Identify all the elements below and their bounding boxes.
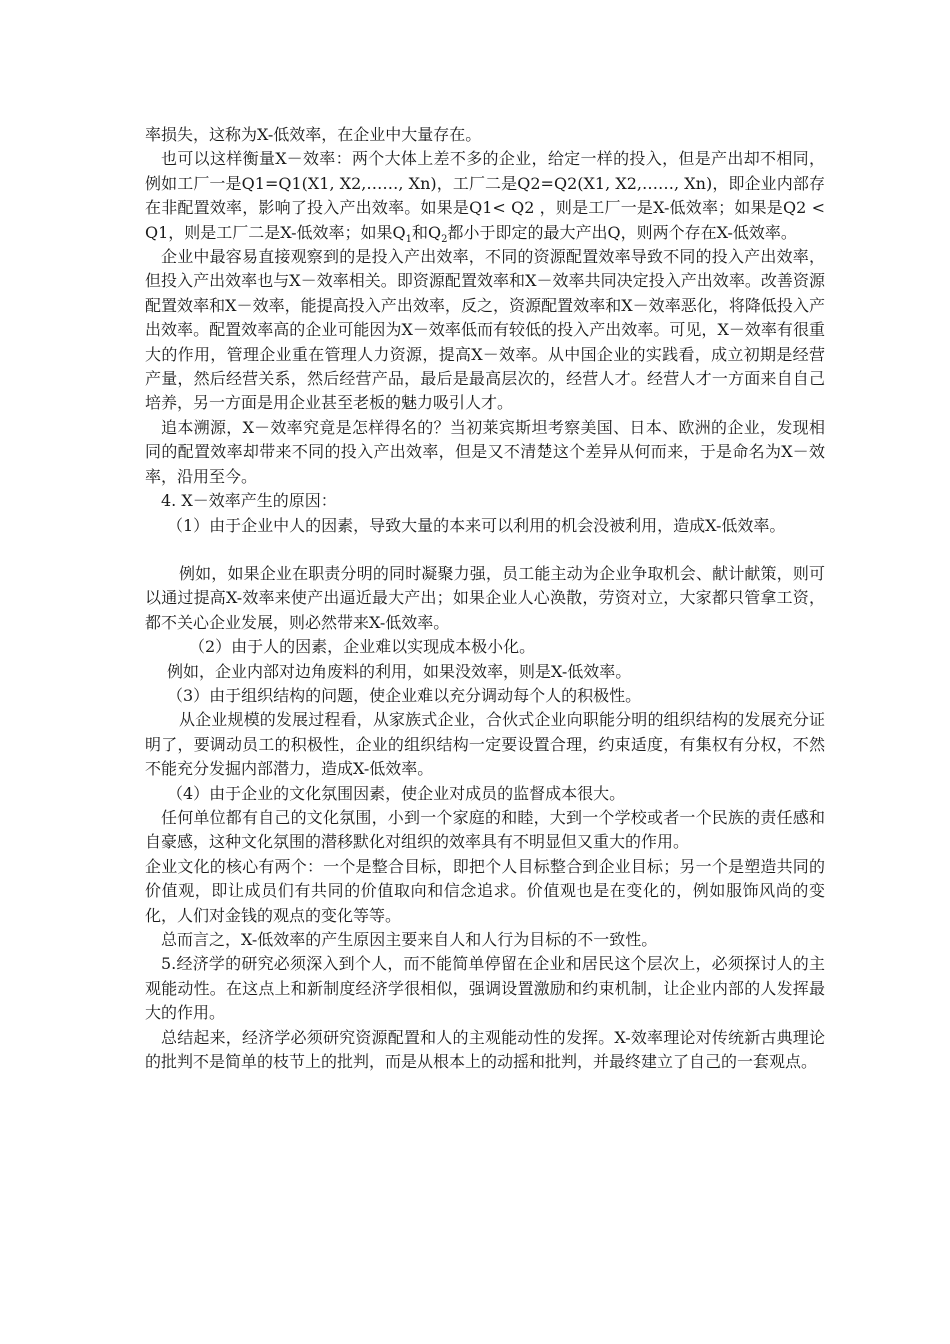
cause-1: （1）由于企业中人的因素，导致大量的本来可以利用的机会没被利用，造成X-低效率。 (167, 515, 786, 535)
paragraph-2-text-b: 和Q (412, 222, 442, 242)
paragraph-culture-core: 企业文化的核心有两个：一个是整合目标，即把个人目标整合到企业目标；另一个是塑造共同的价值观，即让成员们有共同的价值取向和信念追求。价值观也是在变化的，例如服饰风尚的变化，人们对金钱的观点的变化等等。 (145, 856, 825, 925)
cause-3: （3）由于组织结构的问题，使企业难以充分调动每个人的积极性。 (167, 685, 642, 705)
paragraph-example-2: 例如，企业内部对边角废料的利用，如果没效率，则是X-低效率。 (167, 661, 632, 681)
paragraph-2-subscript-2: 2 (441, 233, 448, 245)
paragraph-culture: 任何单位都有自己的文化氛围，小到一个家庭的和睦，大到一个学校或者一个民族的责任感和自豪感，这种文化氛围的潜移默化对组织的效率具有不明显但又重大的作用。 (145, 807, 825, 852)
paragraph-conclusion: 总结起来，经济学必须研究资源配置和人的主观能动性的发挥。X-效率理论对传统新古典理论的批判不是简单的枝节上的批判，而是从根本上的动摇和批判，并最终建立了自己的一套观点。 (145, 1027, 825, 1072)
cause-4: （4）由于企业的文化氛围因素，使企业对成员的监督成本很大。 (167, 783, 626, 803)
paragraph-summary-causes: 总而言之，X-低效率的产生原因主要来自人和人行为目标的不一致性。 (161, 930, 658, 949)
section-heading-4: 4. X－效率产生的原因： (161, 491, 337, 511)
paragraph-1: 率损失，这称为X-低效率，在企业中大量存在。 (145, 125, 482, 144)
paragraph-2 (145, 147, 825, 245)
paragraph-example-3: 从企业规模的发展过程看，从家族式企业，合伙式企业向职能分明的组织结构的发展充分证明了，要调动员工的积极性，企业的组织结构一定要设置合理，约束适度，有集权有分权，不然不能充分发掘内部潜力，造成X-低效率。 (145, 710, 825, 779)
paragraph-2-text-c: 都小于即定的最大产出Q，则两个存在X-低效率。 (447, 222, 797, 242)
document-body (145, 123, 825, 1074)
paragraph-2-subscript-1: 1 (405, 233, 413, 245)
paragraph-example-1: 例如，如果企业在职责分明的同时凝聚力强，员工能主动为企业争取机会、献计献策，则可以通过提高X-效率来使产出逼近最大产出；如果企业人心涣散，劳资对立，大家都只管拿工资，都不关心企业发展，则必然带来X-低效率。 (145, 563, 825, 632)
cause-2: （2）由于人的因素，企业难以实现成本极小化。 (189, 637, 536, 657)
blank-line (145, 538, 825, 562)
paragraph-3: 企业中最容易直接观察到的是投入产出效率，不同的资源配置效率导致不同的投入产出效率，但投入产出效率也与X－效率相关。即资源配置效率和X－效率共同决定投入产出效率。改善资源配置效率和X－效率，能提高投入产出效率，反之，资源配置效率和X－效率恶化，将降低投入产出效率。配置效率高的企业可能因为X－效率低而有较低的投入产出效率。可见，X－效率有很重大的作用，管理企业重在管理人力资源，提高X－效率。从中国企业的实践看，成立初期是经营产量，然后经营关系，然后经营产品，最后是最高层次的，经营人才。经营人才一方面来自自己培养，另一方面是用企业甚至老板的魅力吸引人才。 (145, 247, 825, 413)
section-heading-5: 5.经济学的研究必须深入到个人，而不能简单停留在企业和居民这个层次上，必须探讨人的主观能动性。在这点上和新制度经济学很相似，强调设置激励和约束机制，让企业内部的人发挥最大的作用。 (145, 954, 825, 1023)
paragraph-4: 追本溯源，X－效率究竟是怎样得名的？当初莱宾斯坦考察美国、日本、欧洲的企业，发现相同的配置效率却带来不同的投入产出效率，但是又不清楚这个差异从何而来，于是命名为X－效率，沿用至今。 (145, 417, 825, 486)
paragraph-2-text-a: 也可以这样衡量X－效率：两个大体上差不多的企业，给定一样的投入，但是产出却不相同，例如工厂一是Q1=Q1(X1, X2,……, Xn)，工厂二是Q2=Q2(X1, X2,……, Xn)，即企业内部存在非配置效率，影响了投入产出效率。如果是Q1< Q2 ，则是工厂一是X-低效率；如果是Q2 <Q1，则是工厂二是X-低效率；如果Q (145, 149, 825, 242)
